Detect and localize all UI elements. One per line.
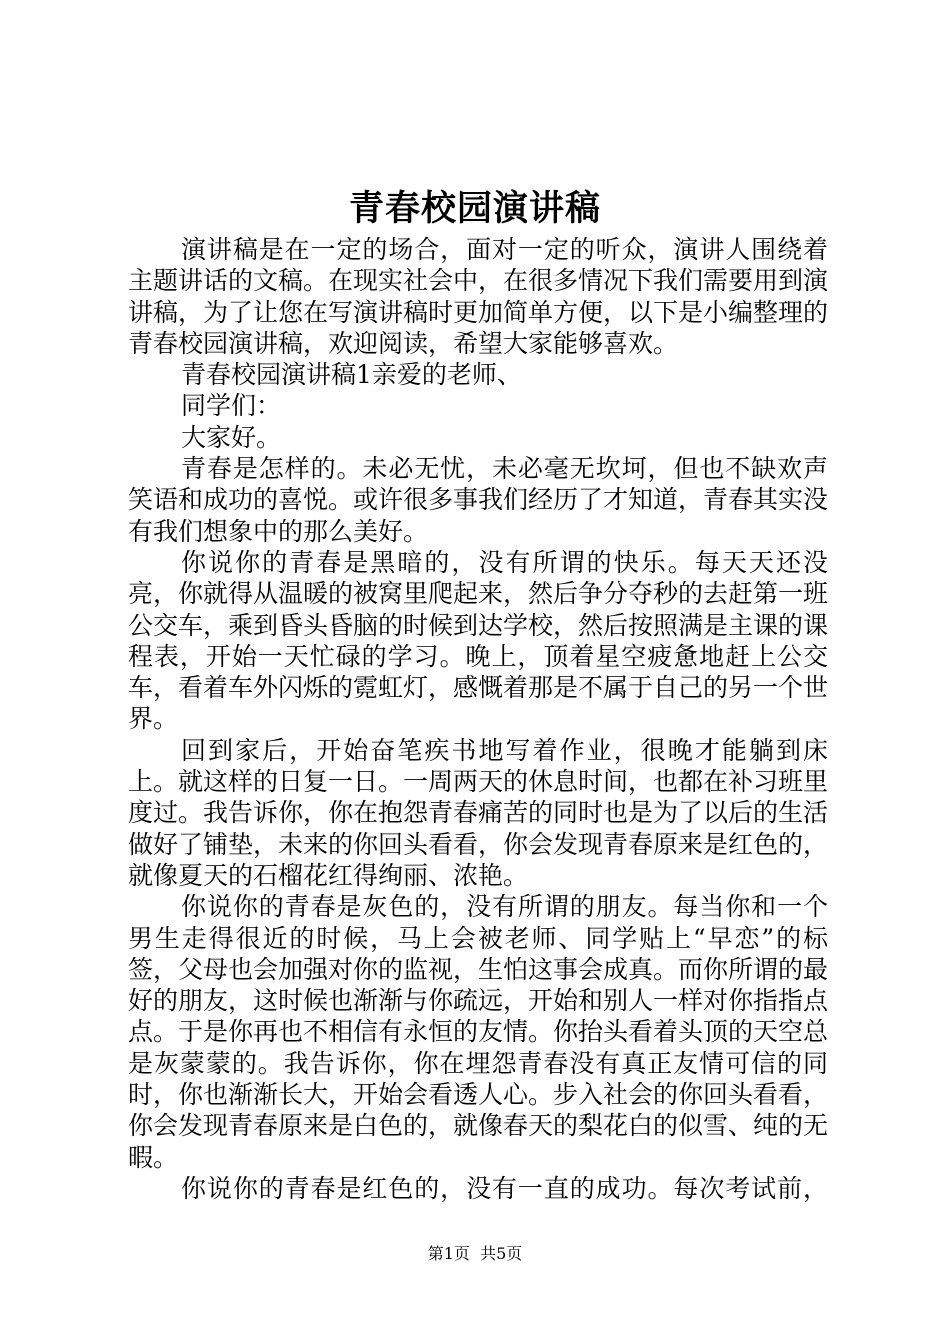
paragraph-youth-dark: 你说你的青春是黑暗的，没有所谓的快乐。每天天还没亮，你就得从温暖的被窝里爬起来，然后争分夺秒的去赶第一班公交车，乘到昏头昏脑的时候到达学校，然后按照满是主课的课程表，开始一天忙碌的学习。晚上，顶着星空疲惫地赶上公交车，看着车外闪烁的霓虹灯，感慨着那是不属于自己的另一个世界。 — [128, 547, 829, 734]
page-total: 共5页 — [480, 1244, 523, 1263]
paragraph-greeting: 大家好。 — [181, 422, 282, 452]
paragraph-speech-heading: 青春校园演讲稿1亲爱的老师、 — [181, 360, 522, 390]
document-title: 青春校园演讲稿 — [348, 188, 601, 229]
paragraph-youth-red-summer: 回到家后，开始奋笔疾书地写着作业，很晚才能躺到床上。就这样的日复一日。一周两天的休息时间，也都在补习班里度过。我告诉你，你在抱怨青春痛苦的同时也是为了以后的生活做好了铺垫，未来的你回头看看，你会发现青春原来是红色的，就像夏天的石榴花红得绚丽、浓艳。 — [128, 735, 829, 890]
paragraph-youth-question: 青春是怎样的。未必无忧，未必毫无坎坷，但也不缺欢声笑语和成功的喜悦。或许很多事我们经历了才知道，青春其实没有我们想象中的那么美好。 — [128, 454, 829, 546]
footer-spacer — [470, 1244, 480, 1263]
paragraph-salutation: 同学们： — [181, 391, 282, 421]
document-body — [128, 234, 828, 1204]
paragraph-youth-grey: 你说你的青春是灰色的，没有所谓的朋友。每当你和一个男生走得很近的时候，马上会被老师、同学贴上“早恋”的标签，父母也会加强对你的监视，生怕这事会成真。而你所谓的最好的朋友，这时候也渐渐与你疏远，开始和别人一样对你指指点点。于是你再也不相信有永恒的友情。你抬头看着头顶的天空总是灰蒙蒙的。我告诉你，你在埋怨青春没有真正友情可信的同时，你也渐渐长大，开始会看透人心。步入社会的你回头看看，你会发现青春原来是白色的，就像春天的梨花白的似雪、纯的无暇。 — [128, 892, 829, 1172]
page-number: 第1页 — [427, 1244, 470, 1263]
paragraph-youth-red-success: 你说你的青春是红色的，没有一直的成功。每次考试前， — [181, 1173, 828, 1203]
page-footer — [0, 1243, 950, 1265]
paragraph-intro: 演讲稿是在一定的场合，面对一定的听众，演讲人围绕着主题讲话的文稿。在现实社会中，在很多情况下我们需要用到演讲稿，为了让您在写演讲稿时更加简单方便，以下是小编整理的青春校园演讲稿，欢迎阅读，希望大家能够喜欢。 — [128, 235, 829, 358]
